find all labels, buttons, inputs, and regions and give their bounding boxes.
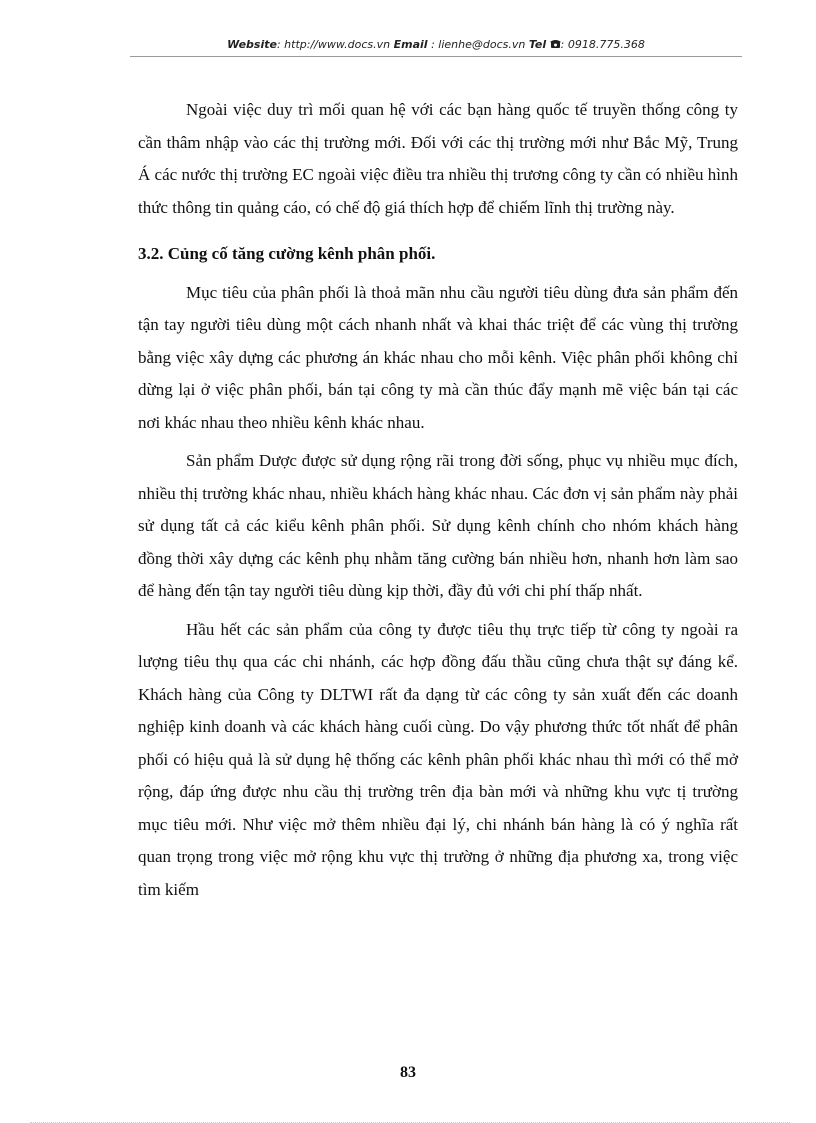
website-label: Website [227, 38, 277, 51]
page-body [138, 94, 738, 906]
page-number: 83 [400, 1064, 416, 1081]
website-value: : http://www.docs.vn [276, 38, 391, 51]
tel-label: Tel [528, 38, 547, 51]
section-heading: 3.2. Củng cố tăng cường kênh phân phối. [138, 244, 436, 263]
email-value: : lienhe@docs.vn [431, 38, 526, 51]
paragraph-3: Sản phẩm Dược được sử dụng rộng rãi trong đời sống, phục vụ nhiều mục đích, nhiều thị trường khác nhau, nhiều khách hàng khác nhau. Các đơn vị sản phẩm này phải sử dụng tất cả các kiểu kênh phân phối. Sử dụng kênh chính cho nhóm khách hàng đồng thời xây dựng các kênh phụ nhằm tăng cường bán nhiều hơn, nhanh hơn làm sao để hàng đến tận tay người tiêu dùng kịp thời, đầy đủ với chi phí thấp nhất. [138, 451, 738, 600]
paragraph-1: Ngoài việc duy trì mối quan hệ với các bạn hàng quốc tế truyền thống công ty cần thâm nhập vào các thị trường mới. Đối với các thị trường mới như Bắc Mỹ, Trung Á các nước thị trường EC ngoài việc điều tra nhiều thị trương công ty cần có nhiều hình thức thông tin quảng cáo, có chế độ giá thích hợp để chiếm lĩnh thị trường này. [138, 100, 738, 217]
paragraph-4: Hầu hết các sản phẩm của công ty được tiêu thụ trực tiếp từ công ty ngoài ra lượng tiêu thụ qua các chi nhánh, các hợp đồng đấu thầu cũng chưa thật sự đáng kể. Khách hàng của Công ty DLTWI rất đa dạng từ các công ty sản xuất đến các doanh nghiệp kinh doanh và các khách hàng cuối cùng. Do vậy phương thức tốt nhất để phân phối có hiệu quả là sử dụng hệ thống các kênh phân phối khác nhau thì mới có thể mở rộng, đáp ứng được nhu cầu thị trường trên địa bàn mới và những khu vực tị trường mục tiêu mới. Như việc mở thêm nhiều đại lý, chi nhánh bán hàng là có ý nghĩa rất quan trọng trong việc mở rộng khu vực thị trường ở những địa phương xa, trong việc tìm kiếm [138, 619, 738, 899]
tel-value: : 0918.775.368 [560, 38, 645, 51]
phone-icon [550, 39, 561, 52]
email-label: Email [393, 38, 428, 51]
page-header [130, 38, 742, 52]
paragraph-2: Mục tiêu của phân phối là thoả mãn nhu cầu người tiêu dùng đưa sản phẩm đến tận tay người tiêu dùng một cách nhanh nhất và khai thác triệt để các vùng thị trường bằng việc xây dựng các phương án khác nhau cho mỗi kênh. Việc phân phối không chỉ dừng lại ở việc phân phối, bán tại công ty mà cần thúc đẩy mạnh mẽ việc bán tại các nơi khác nhau theo nhiều kênh khác nhau. [138, 282, 738, 432]
header-divider [130, 56, 742, 57]
